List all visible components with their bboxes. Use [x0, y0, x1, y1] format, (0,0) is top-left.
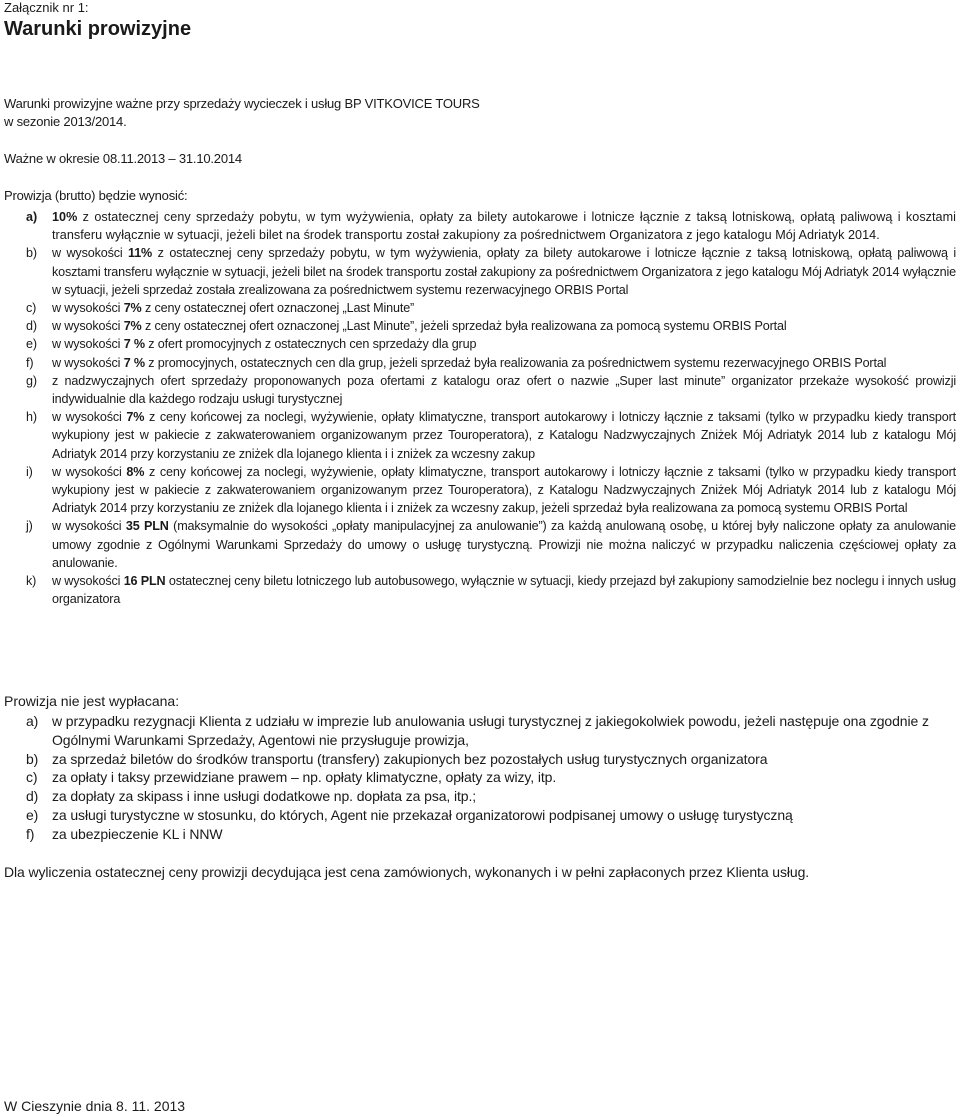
place-date: W Cieszynie dnia 8. 11. 2013: [4, 1098, 186, 1114]
item-marker: f): [26, 355, 34, 370]
validity-period: Ważne w okresie 08.11.2013 – 31.10.2014: [4, 151, 242, 166]
item-marker: c): [26, 769, 38, 786]
item-text: w wysokości: [52, 246, 129, 261]
item-rate: 7%: [123, 301, 142, 316]
item-marker: k): [26, 574, 37, 589]
item-text: za usługi turystyczne w stosunku, do których, Agent nie przekazał organizatorowi podpisanej umowy o usługę turystyczną: [52, 806, 793, 823]
item-rate: 11%: [128, 246, 153, 261]
item-rate: 7 %: [123, 337, 145, 352]
commission-item: [4, 317, 956, 335]
item-text: za dopłaty za skipass i inne usługi dodatkowe np. dopłata za psa, itp.;: [52, 788, 477, 805]
item-text: z ceny końcowej za noclegi, wyżywienie, opłaty klimatyczne, transport autokarowy i lotniczy łącznie z taksami (tylko w przypadku kiedy transport wykupiony jest w pakiecie z zakwaterowaniem organizowanym przez Touroperatora), z Katalogu Nadzwyczajnych Zniżek Mój Adriatyk 2014 lub z katalogu Mój Adriatyk 2014 przy korzystaniu ze zniżek dla lojanego klienta i i zniżek za wczesny zakup, jeżeli sprzedaż była realizowana za pomocą systemu ORBIS Portal: [52, 464, 956, 516]
item-text: w wysokości: [52, 319, 124, 334]
item-rate: 7%: [126, 410, 145, 425]
commission-item: [4, 372, 956, 408]
not-paid-list: [4, 712, 956, 844]
item-text: z ceny ostatecznej ofert oznaczonej „Last Minute”, jeżeli sprzedaż była realizowana za pomocą systemu ORBIS Portal: [141, 319, 787, 334]
item-marker: d): [26, 788, 39, 805]
item-rate: 7%: [123, 319, 142, 334]
item-text: z ostatecznej ceny sprzedaży pobytu, w tym wyżywienia, opłaty za bilety autokarowe i lotnicze łącznie z taksą lotniskową, opłatą paliwową i kosztami transferu wyłącznie w sytuacji, jeżeli bilet na środek transportu został zakupiony za pośrednictwem Organizatora z jego katalogu Mój Adriatyk 2014 wyłącznie w sytuacji, jeżeli sprzedaż została zrealizowana za pośrednictwem systemu rezerwacyjnego ORBIS Portal: [52, 246, 956, 297]
not-paid-item: [4, 787, 956, 806]
item-text: w wysokości: [52, 355, 124, 370]
commission-item: [4, 299, 956, 317]
item-marker: i): [26, 464, 33, 479]
item-text: w wysokości: [52, 464, 127, 479]
commission-item: [4, 572, 956, 608]
not-paid-item: [4, 825, 956, 844]
item-marker: f): [26, 825, 35, 842]
commission-item: [4, 244, 956, 299]
item-rate: 16 PLN: [123, 574, 166, 589]
not-paid-heading: Prowizja nie jest wypłacana:: [4, 693, 180, 709]
item-text: z promocyjnych, ostatecznych cen dla grup, jeżeli sprzedaż była realizowania za pośrednictwem systemu rezerwacyjnego ORBIS Portal: [144, 355, 887, 370]
item-text: z ceny ostatecznej ofert oznaczonej „Last Minute”: [141, 301, 415, 316]
commission-item: [4, 208, 956, 244]
commission-item: [4, 408, 956, 463]
commission-item: [4, 354, 956, 372]
page-title: Warunki prowizyjne: [4, 18, 192, 40]
item-marker: a): [26, 713, 39, 729]
item-text: ostatecznej ceny biletu lotniczego lub autobusowego, wyłącznie w sytuacji, kiedy przejazd był zakupiony samodzielnie bez noclegu i innych usług organizatora: [52, 574, 956, 607]
item-text: za ubezpieczenie KL i NNW: [52, 825, 223, 842]
not-paid-item: [4, 806, 956, 825]
item-text: za sprzedaż biletów do środków transportu (transfery) zakupionych bez pozostałych usług turystycznych organizatora: [52, 750, 768, 767]
item-rate: 8%: [126, 464, 145, 479]
item-text: w wysokości: [52, 301, 124, 316]
item-rate: 7 %: [123, 355, 145, 370]
not-paid-item: [4, 768, 956, 787]
item-marker: d): [26, 319, 37, 334]
not-paid-item: [4, 712, 956, 750]
intro-line-1: Warunki prowizyjne ważne przy sprzedaży wycieczek i usług BP VITKOVICE TOURS: [4, 96, 480, 111]
item-marker: b): [26, 246, 37, 261]
item-text: z ceny końcowej za noclegi, wyżywienie, opłaty klimatyczne, transport autokarowy i lotniczy łącznie z taksami (tylko w przypadku kiedy transport wykupiony jest w pakiecie z zakwaterowaniem organizowanym przez Touroperatora), z Katalogu Nadzwyczajnych Zniżek Mój Adriatyk 2014 lub z katalogu Mój Adriatyk 2014 przy korzystaniu ze zniżek dla lojanego klienta i i zniżek za wczesny zakup: [52, 410, 956, 461]
commission-item: [4, 335, 956, 353]
item-text: w przypadku rezygnacji Klienta z udziału w imprezie lub anulowania usługi turystycznej z jakiegokolwiek powodu, jeżeli następuje ona zgodnie z Ogólnymi Warunkami Sprzedaży, Agentowi nie przysługuje prowizja,: [52, 713, 929, 748]
item-marker: a): [26, 210, 38, 224]
item-text: z ofert promocyjnych z ostatecznych cen sprzedaży dla grup: [144, 337, 477, 352]
commission-item: [4, 517, 956, 572]
item-text: za opłaty i taksy przewidziane prawem – np. opłaty klimatyczne, opłaty za wizy, itp.: [52, 769, 557, 786]
item-text: z nadzwyczajnych ofert sprzedaży proponowanych poza ofertami z katalogu oraz ofert o nazwie „Super last minute” organizator przekaże wysokość prowizji indywidualnie dla każdego rodzaju usługi turystycznej: [52, 373, 956, 407]
item-text: w wysokości: [52, 519, 126, 534]
item-marker: h): [26, 410, 37, 425]
commission-item: [4, 463, 956, 518]
item-marker: e): [26, 337, 37, 352]
commission-list: [4, 208, 956, 608]
commission-heading: Prowizja (brutto) będzie wynosić:: [4, 188, 188, 203]
item-rate: 35 PLN: [125, 519, 169, 534]
not-paid-item: [4, 750, 956, 769]
item-text: z ostatecznej ceny sprzedaży pobytu, w tym wyżywienia, opłaty za bilety autokarowe i lotnicze łącznie z taksą lotniskową, opłatą paliwową i kosztami transferu wyłącznie w sytuacji, jeżeli bilet na środek transportu został zakupiony za pośrednictwem Organizatora z jego katalogu Mój Adriatyk 2014.: [52, 210, 956, 243]
item-text: w wysokości: [52, 337, 124, 352]
item-marker: j): [26, 519, 33, 534]
item-text: (maksymalnie do wysokości „opłaty manipulacyjnej za anulowanie”) za każdą anulowaną osobę, u której były naliczone opłaty za anulowanie umowy zgodnie z Ogólnymi Warunkami Sprzedaży do umowy o usługę turystyczną. Prowizji nie można naliczyć w przypadku naliczenia częściowej opłaty za anulowanie.: [52, 519, 956, 570]
item-marker: g): [26, 373, 37, 388]
item-marker: b): [26, 750, 39, 767]
final-note: Dla wyliczenia ostatecznej ceny prowizji decydująca jest cena zamówionych, wykonanych i w pełni zapłaconych przez Klienta usług.: [4, 864, 810, 880]
intro-line-2: w sezonie 2013/2014.: [4, 114, 127, 129]
item-marker: e): [26, 806, 39, 823]
attachment-label: Załącznik nr 1:: [4, 0, 89, 15]
item-marker: c): [26, 301, 37, 316]
item-text: w wysokości: [52, 574, 124, 589]
item-text: w wysokości: [52, 410, 127, 425]
item-rate: 10%: [52, 210, 78, 224]
